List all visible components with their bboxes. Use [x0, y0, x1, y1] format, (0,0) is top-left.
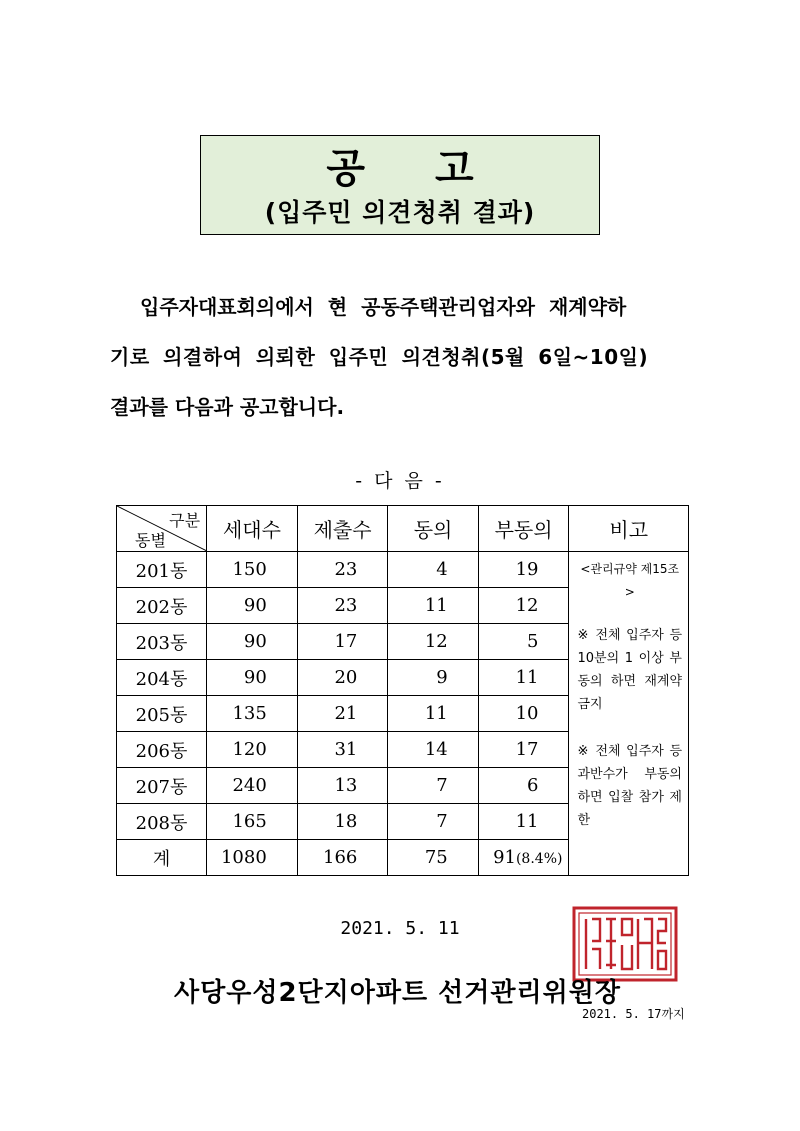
cell-submitted: 31: [297, 732, 388, 768]
notice-title: 공고: [326, 146, 544, 192]
cell-submitted: 23: [297, 588, 388, 624]
cell-agree: 9: [388, 660, 478, 696]
total-disagree-value: 91: [493, 847, 516, 868]
notice-date: 2021. 5. 11: [340, 918, 460, 939]
notice-body: [110, 282, 710, 432]
table-row: [117, 552, 689, 588]
cell-submitted: 17: [297, 624, 388, 660]
cell-submitted: 21: [297, 696, 388, 732]
cell-total-disagree: [478, 840, 569, 876]
cell-agree: 4: [388, 552, 478, 588]
cell-agree: 7: [388, 804, 478, 840]
results-table: [116, 505, 689, 876]
body-line-2: 기로 의결하여 의뢰한 입주민 의견청취(5월 6일~10일): [110, 345, 649, 369]
body-line-1: 입주자대표회의에서 현 공동주택관리업자와 재계약하: [140, 295, 627, 319]
cell-disagree: 19: [478, 552, 569, 588]
header-category: 구분: [169, 511, 201, 530]
header-agree: 동의: [388, 506, 478, 552]
cell-dong: 204동: [117, 660, 207, 696]
cell-disagree: 17: [478, 732, 569, 768]
cell-disagree: 11: [478, 660, 569, 696]
remark-note-2: ※ 전체 입주자 등 과반수가 부동의하면 입찰 참가 제한: [577, 744, 682, 828]
cell-households: 90: [207, 624, 298, 660]
section-heading: - 다 음 -: [355, 470, 445, 492]
organization-name: 사당우성2단지아파트 선거관리위원장: [174, 978, 621, 1008]
cell-dong: 205동: [117, 696, 207, 732]
cell-households: 90: [207, 660, 298, 696]
cell-submitted: 20: [297, 660, 388, 696]
cell-households: 135: [207, 696, 298, 732]
cell-dong: 207동: [117, 768, 207, 804]
table-header-row: [117, 506, 689, 552]
header-disagree: 부동의: [478, 506, 569, 552]
notice-subtitle: (입주민 의견청취 결과): [264, 198, 536, 227]
cell-total-label: 계: [117, 840, 207, 876]
cell-total-submitted: 166: [297, 840, 388, 876]
cell-dong: 208동: [117, 804, 207, 840]
title-box: [200, 135, 600, 235]
cell-dong: 206동: [117, 732, 207, 768]
cell-dong: 201동: [117, 552, 207, 588]
cell-agree: 14: [388, 732, 478, 768]
posting-deadline-note: 2021. 5. 17까지: [582, 1007, 685, 1021]
cell-submitted: 18: [297, 804, 388, 840]
cell-agree: 11: [388, 588, 478, 624]
cell-disagree: 11: [478, 804, 569, 840]
remarks-cell: [569, 552, 689, 876]
total-disagree-percent: (8.4%): [515, 851, 563, 867]
cell-submitted: 23: [297, 552, 388, 588]
cell-households: 165: [207, 804, 298, 840]
cell-total-households: 1080: [207, 840, 298, 876]
cell-households: 240: [207, 768, 298, 804]
cell-disagree: 10: [478, 696, 569, 732]
cell-agree: 12: [388, 624, 478, 660]
header-submitted: 제출수: [297, 506, 388, 552]
cell-disagree: 12: [478, 588, 569, 624]
header-dong: 동별: [135, 531, 166, 550]
remark-reference: <관리규약 제15조>: [580, 562, 680, 599]
cell-households: 90: [207, 588, 298, 624]
cell-dong: 203동: [117, 624, 207, 660]
cell-disagree: 6: [478, 768, 569, 804]
header-remarks: 비고: [569, 506, 689, 552]
cell-agree: 7: [388, 768, 478, 804]
remark-note-1: ※ 전체 입주자 등 10분의 1 이상 부동의 하면 재계약 금지: [577, 628, 682, 712]
diagonal-header-cell: [117, 506, 207, 552]
cell-total-agree: 75: [388, 840, 478, 876]
cell-dong: 202동: [117, 588, 207, 624]
cell-households: 120: [207, 732, 298, 768]
cell-submitted: 13: [297, 768, 388, 804]
cell-agree: 11: [388, 696, 478, 732]
body-line-3: 결과를 다음과 공고합니다.: [110, 395, 345, 419]
header-households: 세대수: [207, 506, 298, 552]
cell-disagree: 5: [478, 624, 569, 660]
cell-households: 150: [207, 552, 298, 588]
